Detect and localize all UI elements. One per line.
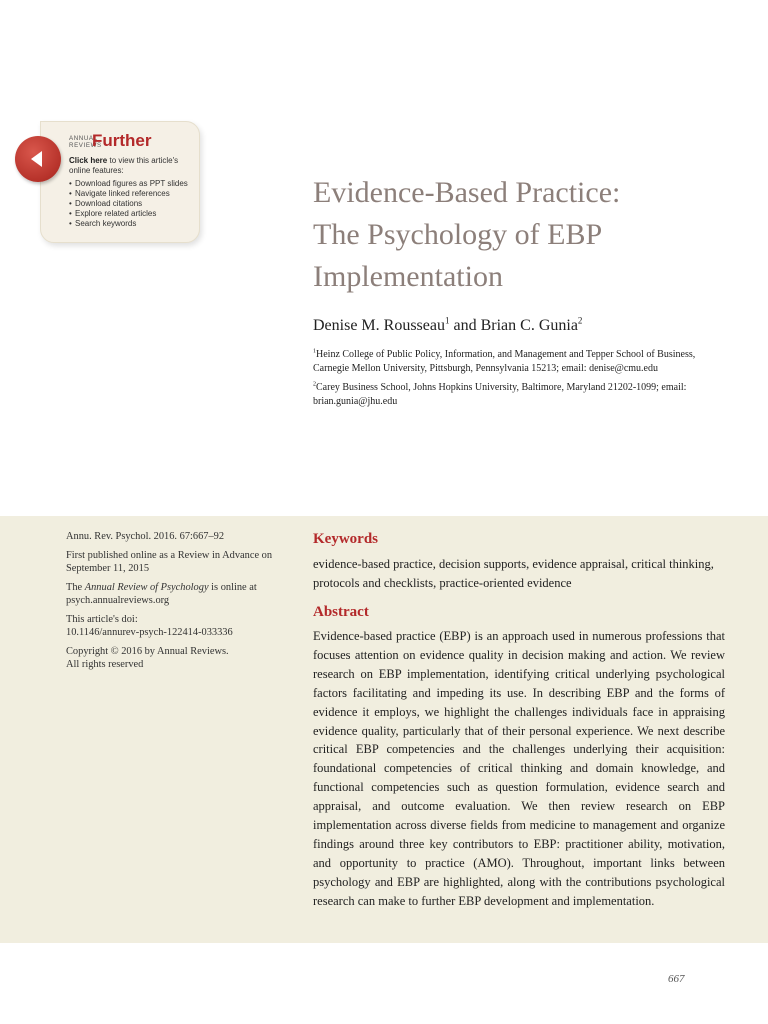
author-name: Brian C. Gunia [480, 317, 578, 334]
abstract-heading: Abstract [313, 604, 369, 620]
article-title [313, 172, 733, 298]
title-line: Implementation [313, 260, 503, 293]
further-feature-list [69, 179, 188, 229]
annual-reviews-label: ANNUAL REVIEWS [69, 135, 102, 149]
keywords-heading: Keywords [313, 531, 378, 547]
online-note-suffix: is online at psych.annualreviews.org [66, 582, 257, 606]
abstract-text: Evidence-based practice (EBP) is an approach used in numerous professions that focuses attention on evidence quality in decision making and action. We review research on EBP implementation, identifying critical underlying psychological factors facilitating and impeding its use. In describing EBP and the forms of evidence it employs, we highlight the challenges individuals face in appraising evidence quality, particularly that of their personal experience. We next describe critical EBP competencies and the challenges underlying their acquisition: foundational competencies of critical thinking and domain knowledge, and functional competencies such as question formulation, evidence search and appraisal, and outcome evaluation. We then review research on EBP implementation across diverse fields from medicine to management and organize findings around three key contributors to EBP: practitioner ability, motivation, and opportunity to practice (AMO). Throughout, important links between psychology and EBP are highlighted, along with the contributions psychological research can make to further EBP development and implementation. [313, 629, 725, 908]
further-description-text: to view this article's online features: [69, 156, 179, 175]
journal-reference: Annu. Rev. Psychol. 2016. 67:667–92 [66, 531, 225, 542]
copyright-text: Copyright © 2016 by Annual Reviews. [66, 646, 229, 657]
feature-item[interactable]: • Download figures as PPT slides [69, 179, 188, 189]
feature-item[interactable]: • Download citations [69, 199, 188, 209]
feature-item[interactable]: • Search keywords [69, 219, 188, 229]
keywords-text: evidence-based practice, decision supports, evidence appraisal, critical thinking, protocols and checklists, practice-oriented evidence [313, 557, 714, 590]
further-brand [69, 133, 152, 149]
doi-block [66, 613, 286, 639]
journal-name: Annual Review of Psychology [84, 582, 209, 593]
feature-item[interactable]: • Explore related articles [69, 209, 188, 219]
citation-column [66, 530, 286, 677]
further-label: Further [92, 131, 152, 150]
page-number: 667 [668, 973, 685, 985]
title-line: The Psychology of EBP [313, 218, 603, 251]
affiliation-superscript: 2 [313, 381, 316, 388]
author-name: Denise M. Rousseau [313, 317, 445, 334]
title-line: Evidence-Based Practice: [313, 176, 621, 209]
affiliation-1 [313, 348, 733, 376]
copyright-block [66, 645, 286, 671]
online-note-prefix: The [66, 582, 85, 593]
doi-label: This article's doi: [66, 614, 138, 625]
doi-link[interactable]: 10.1146/annurev-psych-122414-033336 [66, 627, 233, 638]
author-line [313, 315, 582, 337]
first-published-note: First published online as a Review in Advance on September 11, 2015 [66, 550, 273, 574]
abstract-panel [0, 516, 768, 943]
further-online-features-callout[interactable] [40, 121, 200, 243]
affiliation-2 [313, 381, 733, 409]
further-description [69, 156, 195, 176]
author-conjunction: and [449, 317, 481, 334]
rights-text: All rights reserved [66, 659, 144, 670]
click-here-link[interactable]: Click here [69, 156, 108, 165]
feature-item[interactable]: • Navigate linked references [69, 189, 188, 199]
left-arrow-icon[interactable] [15, 136, 61, 182]
author-superscript: 1 [444, 315, 450, 326]
content-column [313, 529, 725, 911]
online-note [66, 581, 286, 607]
affiliation-text: Heinz College of Public Policy, Information, and Management and Tepper School of Business, Carnegie Mellon University, Pittsburgh, Pennsylvania 15213; email: denise@cmu.edu [313, 349, 696, 374]
affiliation-superscript: 1 [313, 348, 316, 355]
affiliation-text: Carey Business School, Johns Hopkins University, Baltimore, Maryland 21202-1099; email: brian.gunia@jhu.edu [313, 382, 687, 407]
author-superscript: 2 [577, 315, 583, 326]
